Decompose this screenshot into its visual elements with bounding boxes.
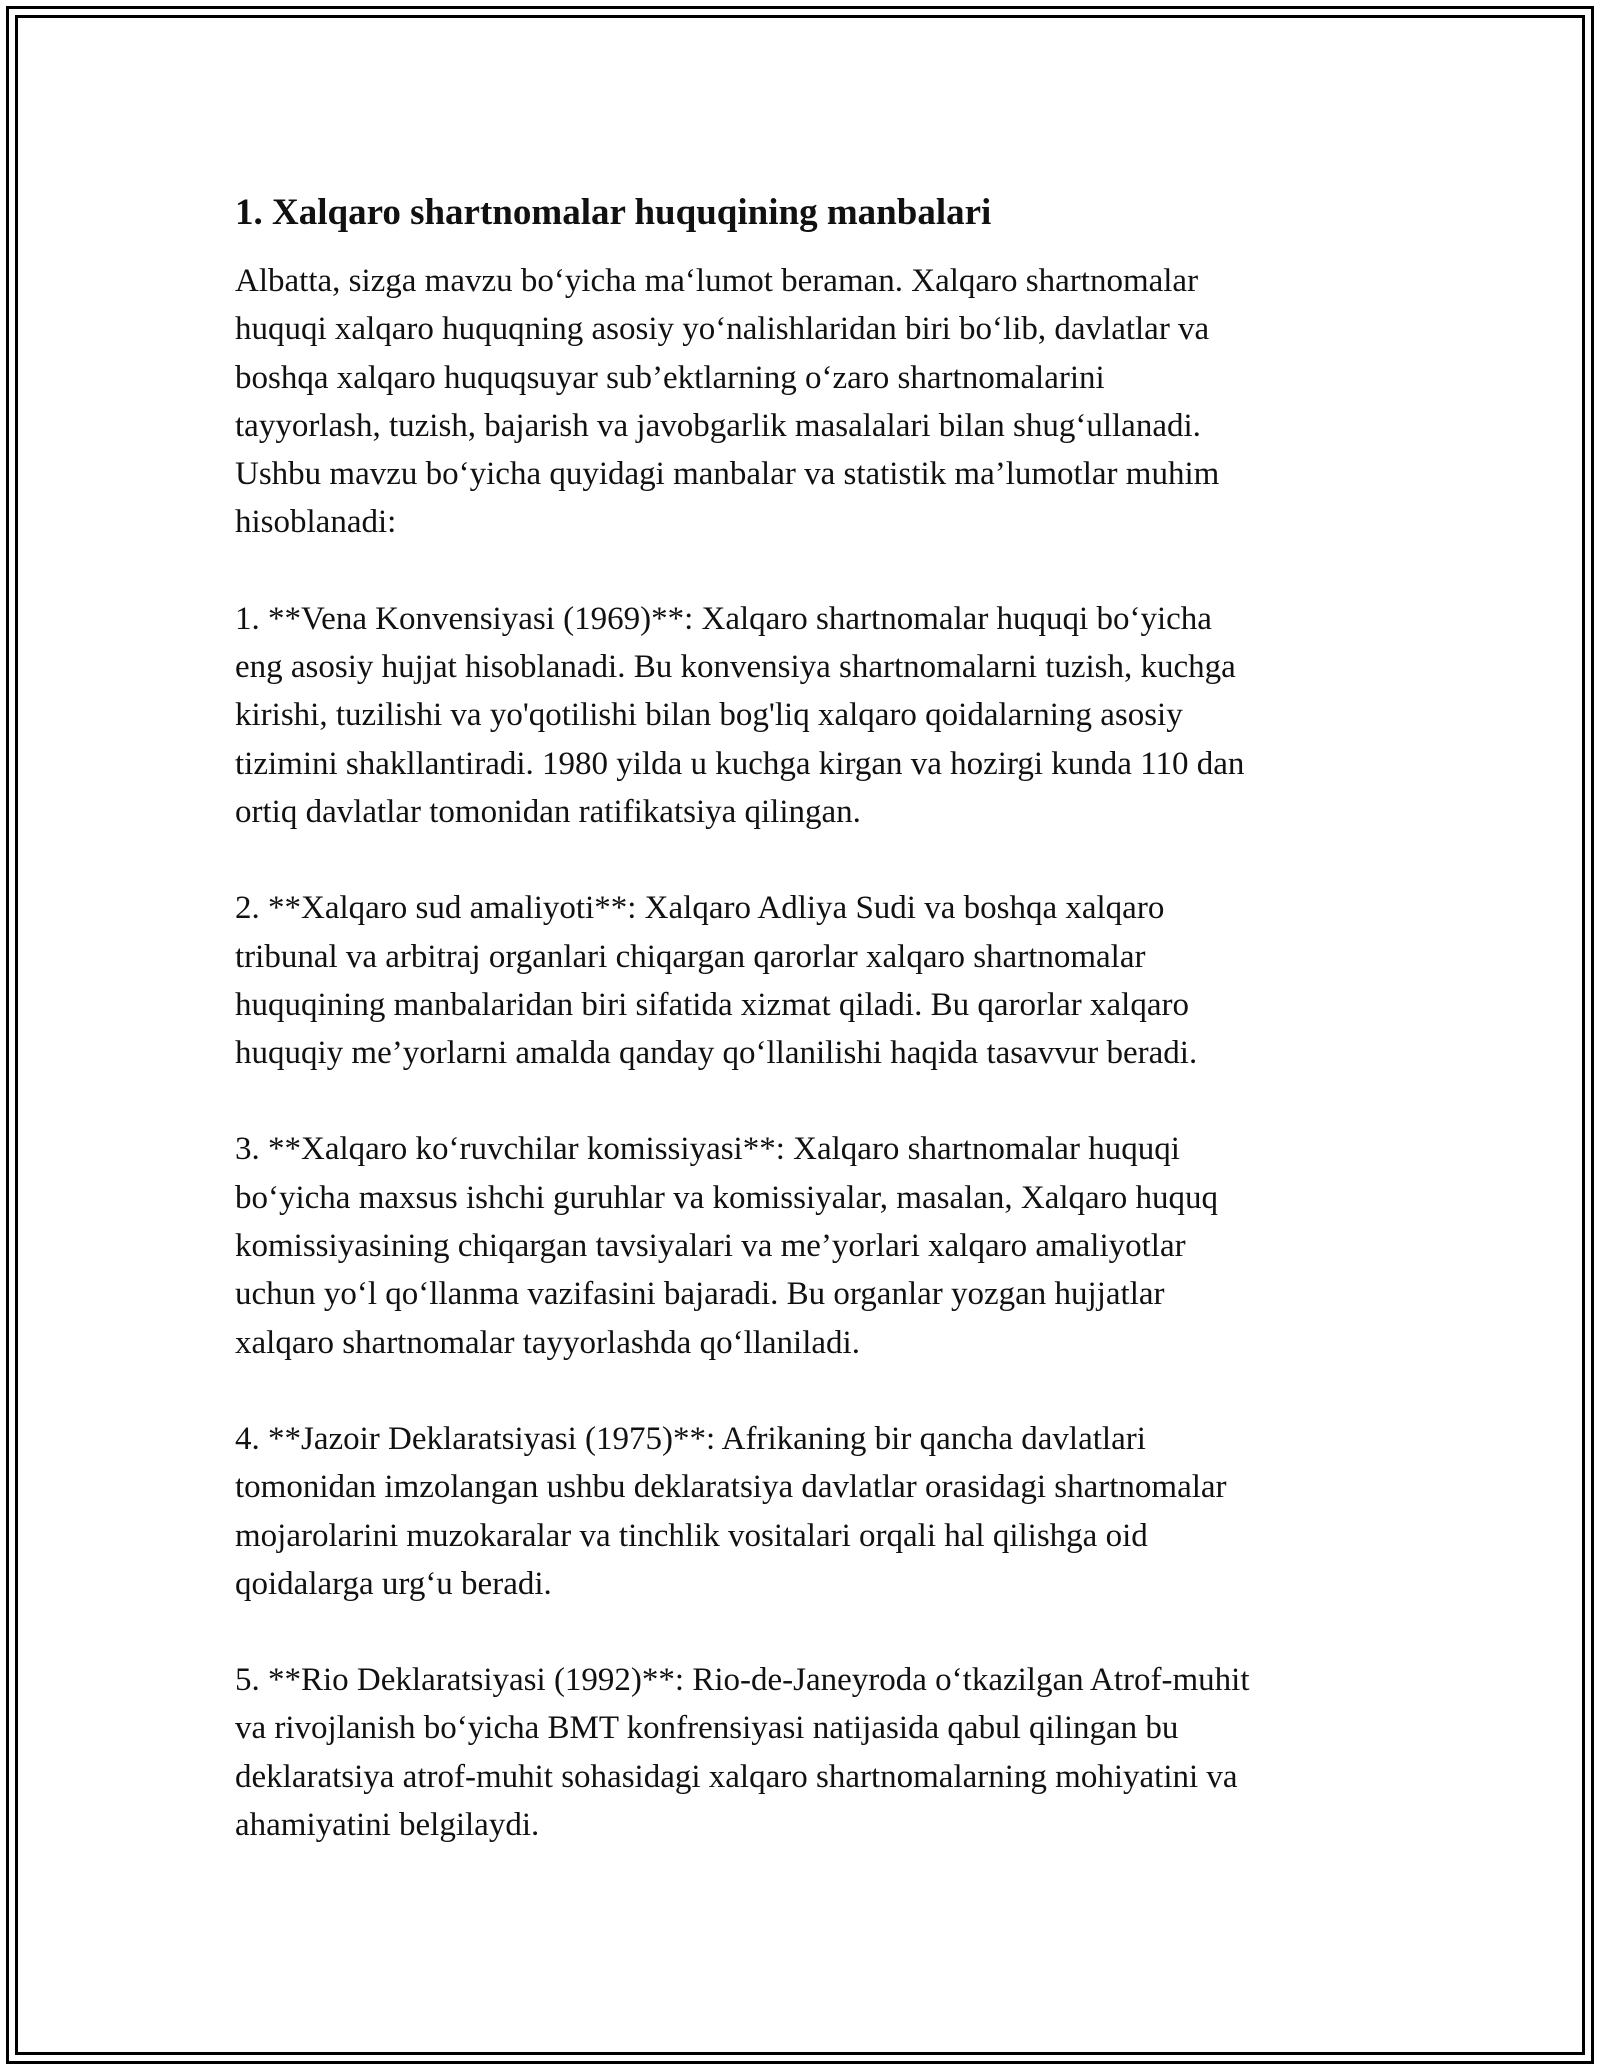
list-item-xalqaro-komissiyasi: 3. **Xalqaro ko‘ruvchilar komissiyasi**: Xalqaro shartnomalar huquqi bo‘yicha maxsus ishchi guruhlar va komissiyalar, masalan, Xalqaro huquq komissiyasining chiqargan tavsiyalari va me’yorlari xalqaro amaliyotlar uchun yo‘l qo‘llanma vazifasini bajaradi. Bu organlar yozgan hujjatlar xalqaro shartnomalar tayyorlashda qo‘llaniladi. (235, 1131, 1218, 1361)
document-body (235, 185, 1375, 1849)
intro-paragraph: Albatta, sizga mavzu bo‘yicha ma‘lumot beraman. Xalqaro shartnomalar huquqi xalqaro huquqning asosiy yo‘nalishlaridan biri bo‘lib, davlatlar va boshqa xalqaro huquqsuyar sub’ektlarning o‘zaro shartnomalarini tayyorlash, tuzish, bajarish va javobgarlik masalalari bilan shug‘ullanadi. Ushbu mavzu bo‘yicha quyidagi manbalar va statistik ma’lumotlar muhim hisoblanadi: (235, 263, 1220, 541)
list-item-xalqaro-sud-amaliyoti: 2. **Xalqaro sud amaliyoti**: Xalqaro Adliya Sudi va boshqa xalqaro tribunal va arbitraj organlari chiqargan qarorlar xalqaro shartnomalar huquqining manbalaridan biri sifatida xizmat qiladi. Bu qarorlar xalqaro huquqiy me’yorlarni amalda qanday qo‘llanilishi haqida tasavvur beradi. (235, 890, 1198, 1072)
list-item-jazoir-deklaratsiyasi: 4. **Jazoir Deklaratsiyasi (1975)**: Afrikaning bir qancha davlatlari tomonidan imzolangan ushbu deklaratsiya davlatlar orasidagi shartnomalar mojarolarini muzokaralar va tinchlik vositalari orqali hal qilishga oid qoidalarga urg‘u beradi. (235, 1420, 1227, 1602)
list-item-vena-konvensiyasi: 1. **Vena Konvensiyasi (1969)**: Xalqaro shartnomalar huquqi bo‘yicha eng asosiy hujjat hisoblanadi. Bu konvensiya shartnomalarni tuzish, kuchga kirishi, tuzilishi va yo'qotilishi bilan bog'liq xalqaro qoidalarning asosiy tizimini shakllantiradi. 1980 yilda u kuchga kirgan va hozirgi kunda 110 dan ortiq davlatlar tomonidan ratifikatsiya qilingan. (235, 600, 1245, 830)
document-title: 1. Xalqaro shartnomalar huquqining manbalari (235, 192, 992, 233)
list-item-rio-deklaratsiyasi: 5. **Rio Deklaratsiyasi (1992)**: Rio-de-Janeyroda o‘tkazilgan Atrof-muhit va rivojlanish bo‘yicha BMT konfrensiyasi natijasida qabul qilingan bu deklaratsiya atrof-muhit sohasidagi xalqaro shartnomalarning mohiyatini va ahamiyatini belgilaydi. (235, 1662, 1250, 1844)
